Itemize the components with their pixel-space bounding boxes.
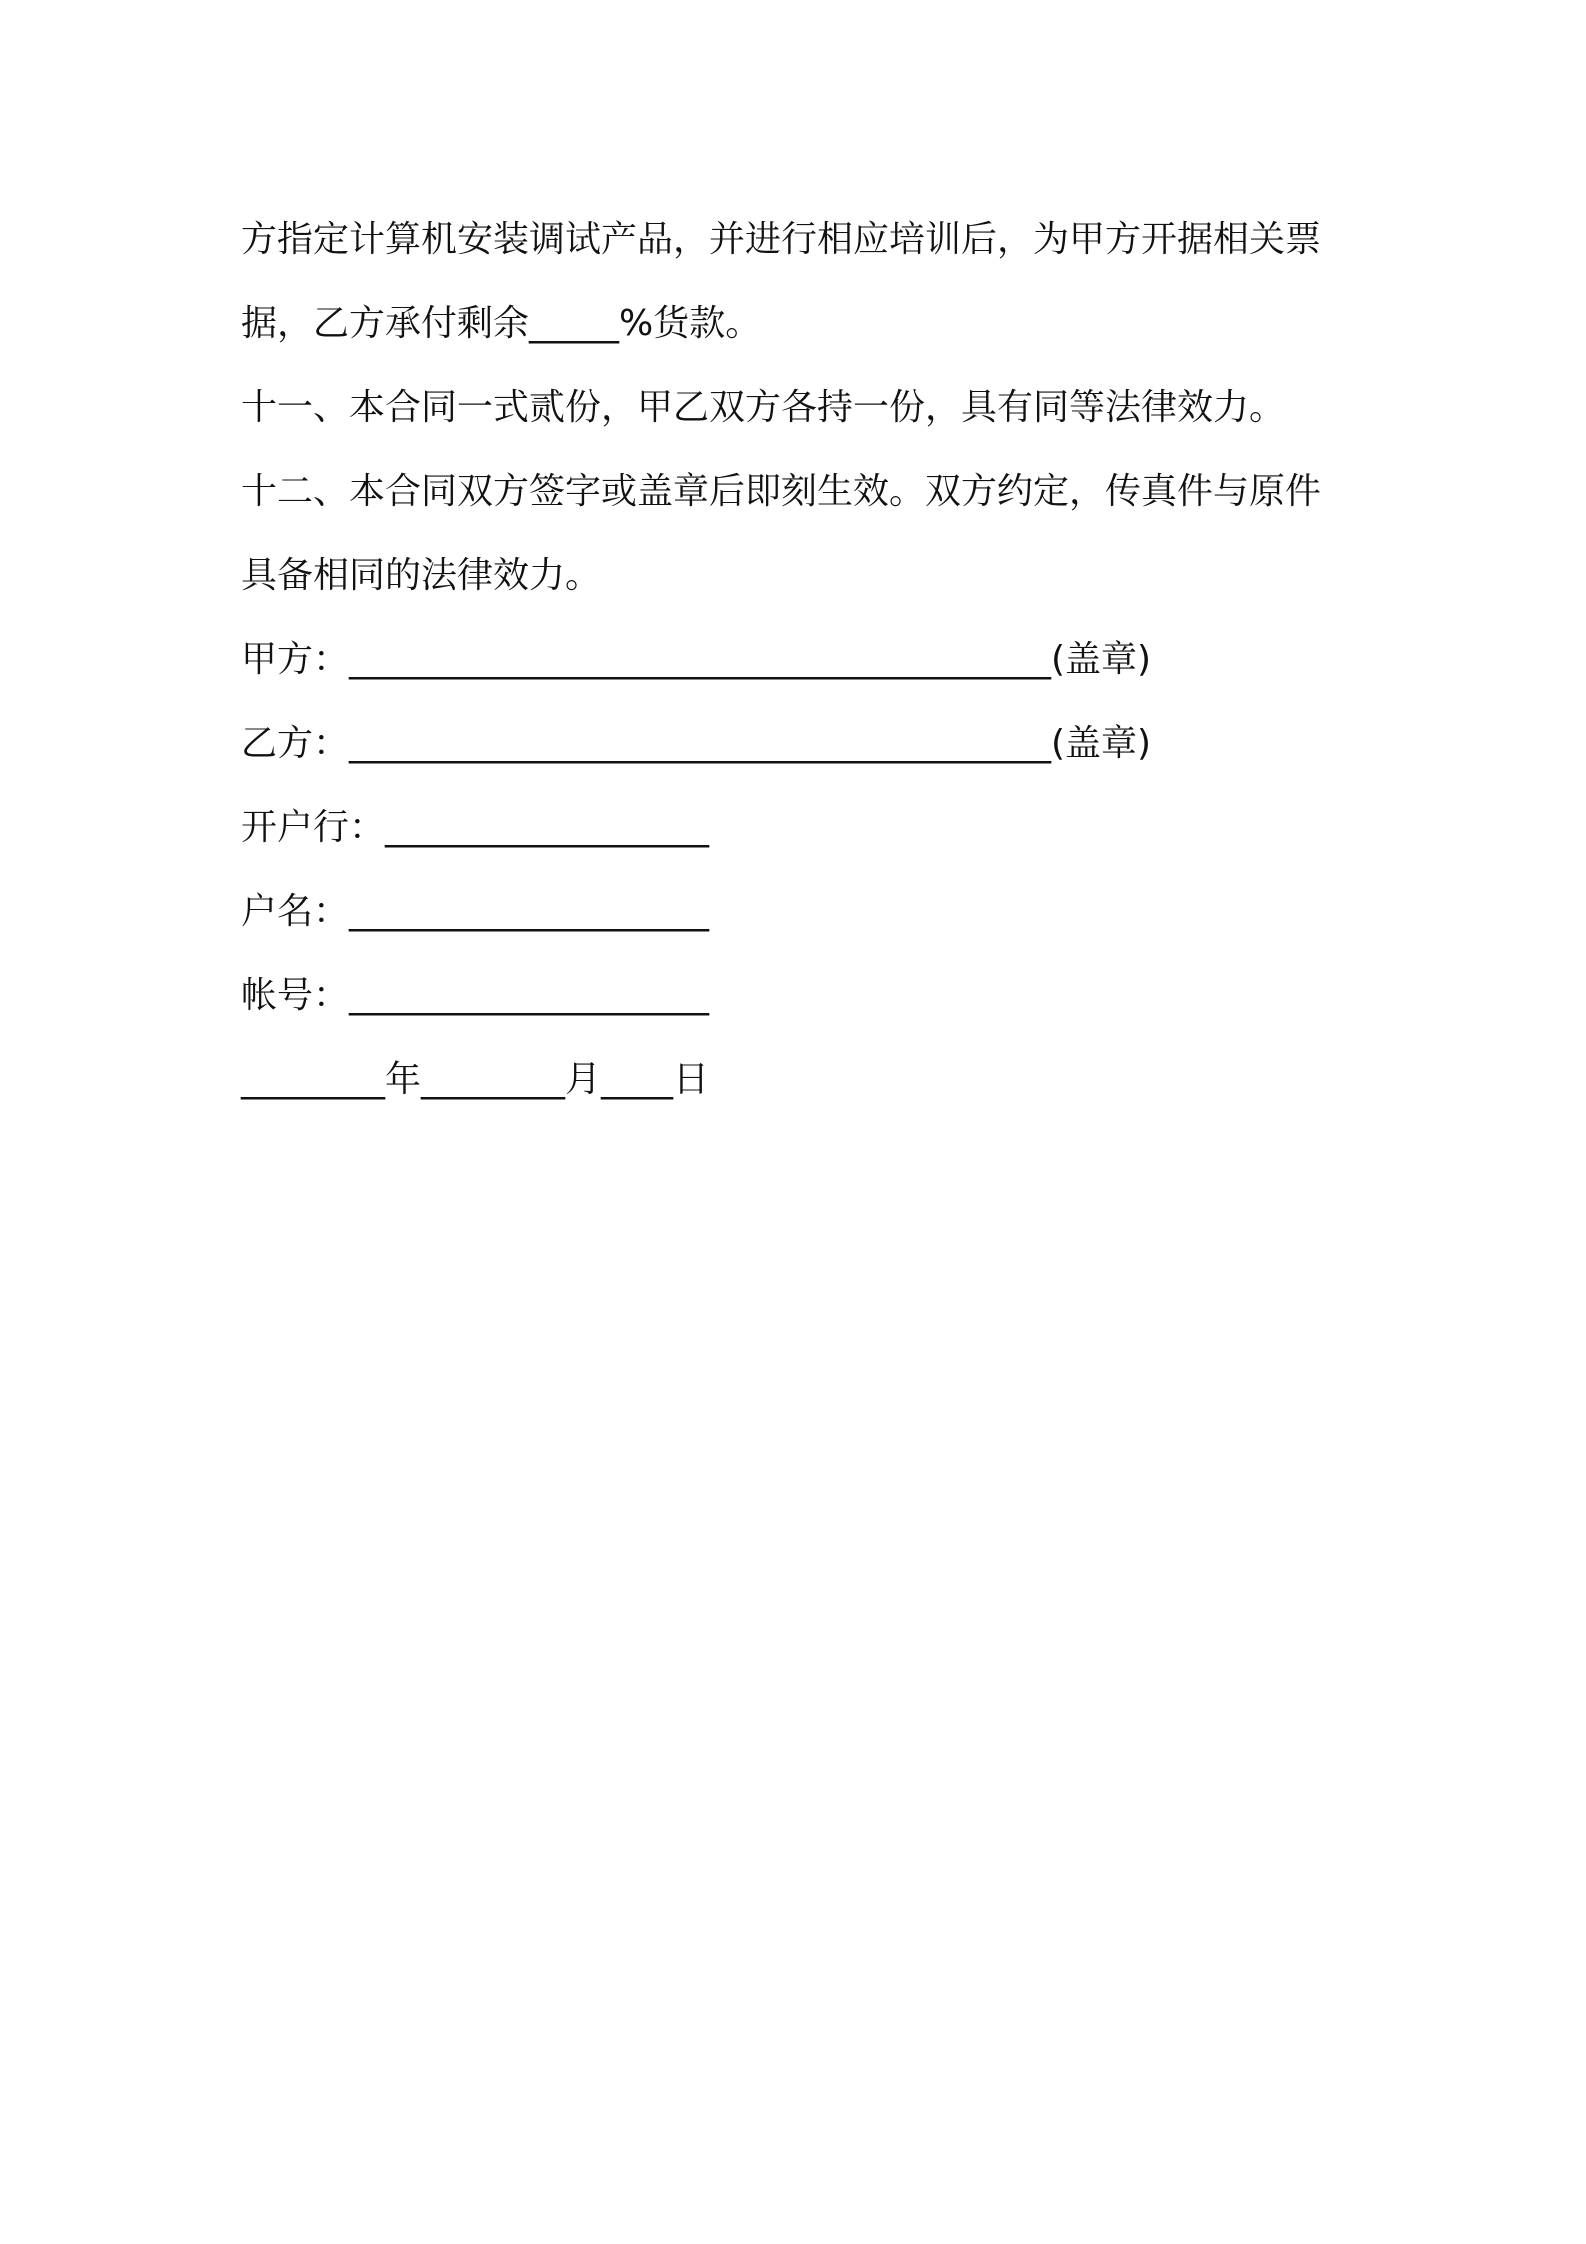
account-name-line: 户名：____________________: [241, 891, 710, 932]
clause-11: 十一、本合同一式贰份，甲乙双方各持一份，具有同等法律效力。: [241, 387, 1286, 428]
account-number-line: 帐号：____________________: [241, 975, 710, 1016]
document-body: [241, 198, 1361, 1122]
clause-12-line-2: 具备相同的法律效力。: [241, 555, 602, 596]
clause-10-continuation-line-2: 据，乙方承付剩余_____%货款。: [241, 303, 762, 344]
clause-12-line-1: 十二、本合同双方签字或盖章后即刻生效。双方约定，传真件与原件: [241, 471, 1322, 512]
clause-10-continuation-line-1: 方指定计算机安装调试产品，并进行相应培训后，为甲方开据相关票: [241, 219, 1322, 260]
party-b-signature-line: 乙方：_______________________________________(盖章): [241, 723, 1152, 764]
date-line: ________年________月____日: [241, 1059, 709, 1100]
party-a-signature-line: 甲方：_______________________________________(盖章): [241, 639, 1152, 680]
bank-name-line: 开户行：__________________: [241, 807, 710, 848]
